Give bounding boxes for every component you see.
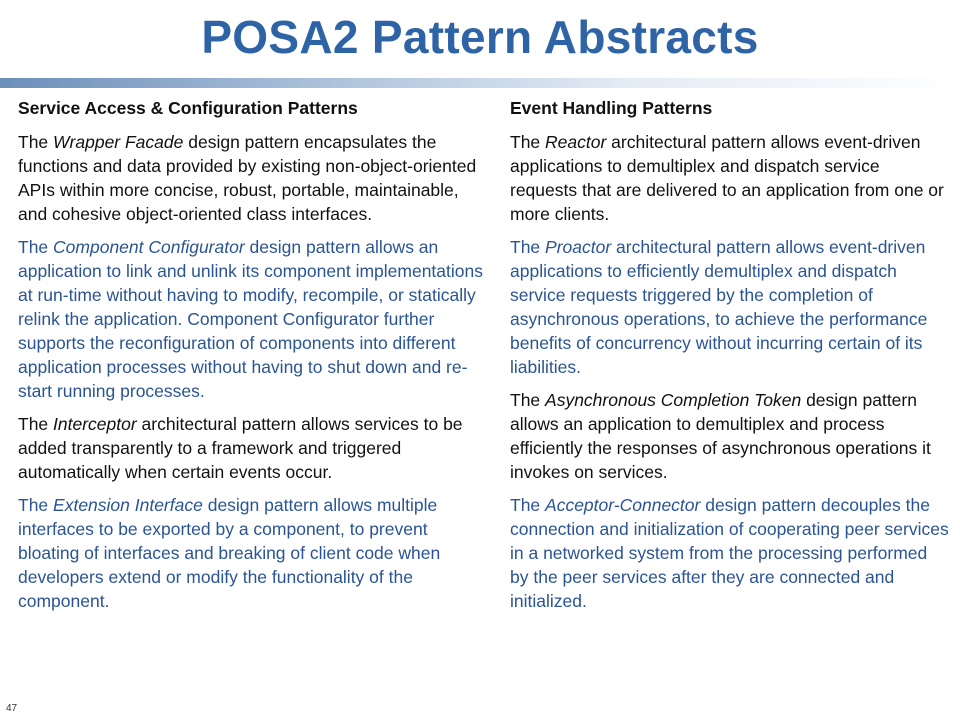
pattern-name: Interceptor <box>53 414 137 434</box>
paragraph-text: design pattern decouples the connection and initialization of cooperating peer services in a networked system from the processing performed by the peer services after they are connected and initialized. <box>510 495 949 611</box>
asynchronous-completion-token-paragraph <box>510 388 950 484</box>
paragraph-prefix: The <box>18 132 54 152</box>
paragraph-prefix: The <box>510 237 546 257</box>
pattern-name: Wrapper Facade <box>53 132 184 152</box>
paragraph-prefix: The <box>18 495 54 515</box>
section-heading-service-access: Service Access & Configuration Patterns <box>18 98 358 118</box>
reactor-paragraph <box>510 130 950 226</box>
paragraph-prefix: The <box>18 414 54 434</box>
pattern-name: Component Configurator <box>53 237 245 257</box>
paragraph-text: design pattern encapsulates the functions and data provided by existing non-object-oriented APIs within more concise, robust, portable, maintainable, and cohesive object-oriented class interfaces. <box>18 132 477 224</box>
paragraph-text: architectural pattern allows services to be added transparently to a framework and triggered automatically when certain events occur. <box>18 414 463 482</box>
proactor-paragraph <box>510 235 950 379</box>
right-column <box>510 96 950 622</box>
interceptor-paragraph <box>18 412 490 484</box>
acceptor-connector-paragraph <box>510 493 950 613</box>
paragraph-prefix: The <box>510 132 546 152</box>
paragraph-text: architectural pattern allows event-driven applications to efficiently demultiplex and dispatch service requests triggered by the completion of asynchronous operations, to achieve the performance benefits of concurrency without incurring certain of its liabilities. <box>510 237 928 377</box>
section-heading-event-handling: Event Handling Patterns <box>510 98 713 118</box>
paragraph-prefix: The <box>510 495 546 515</box>
paragraph-text: architectural pattern allows event-driven applications to demultiplex and dispatch service requests that are delivered to an application from one or more clients. <box>510 132 944 224</box>
paragraph-text: design pattern allows multiple interfaces to be exported by a component, to prevent bloating of interfaces and breaking of client code when developers extend or modify the functionality of the component. <box>18 495 441 611</box>
paragraph-prefix: The <box>18 237 54 257</box>
pattern-name: Asynchronous Completion Token <box>545 390 802 410</box>
paragraph-prefix: The <box>510 390 546 410</box>
pattern-name: Reactor <box>545 132 607 152</box>
paragraph-text: design pattern allows an application to demultiplex and process efficiently the responses of asynchronous operations it invokes on services. <box>510 390 931 482</box>
wrapper-facade-paragraph <box>18 130 490 226</box>
pattern-name: Proactor <box>545 237 612 257</box>
page-title: POSA2 Pattern Abstracts <box>201 11 759 63</box>
title-underline-rule <box>0 78 960 88</box>
paragraph-text: design pattern allows an application to link and unlink its component implementations at run-time without having to modify, recompile, or statically relink the application. Component Configurator further supports the reconfiguration of components into different application processes without having to shut down and re-start running processes. <box>18 237 483 401</box>
pattern-name: Acceptor-Connector <box>545 495 701 515</box>
component-configurator-paragraph <box>18 235 490 403</box>
page-number: 47 <box>6 703 18 714</box>
extension-interface-paragraph <box>18 493 490 613</box>
pattern-name: Extension Interface <box>53 495 203 515</box>
left-column <box>18 96 490 622</box>
